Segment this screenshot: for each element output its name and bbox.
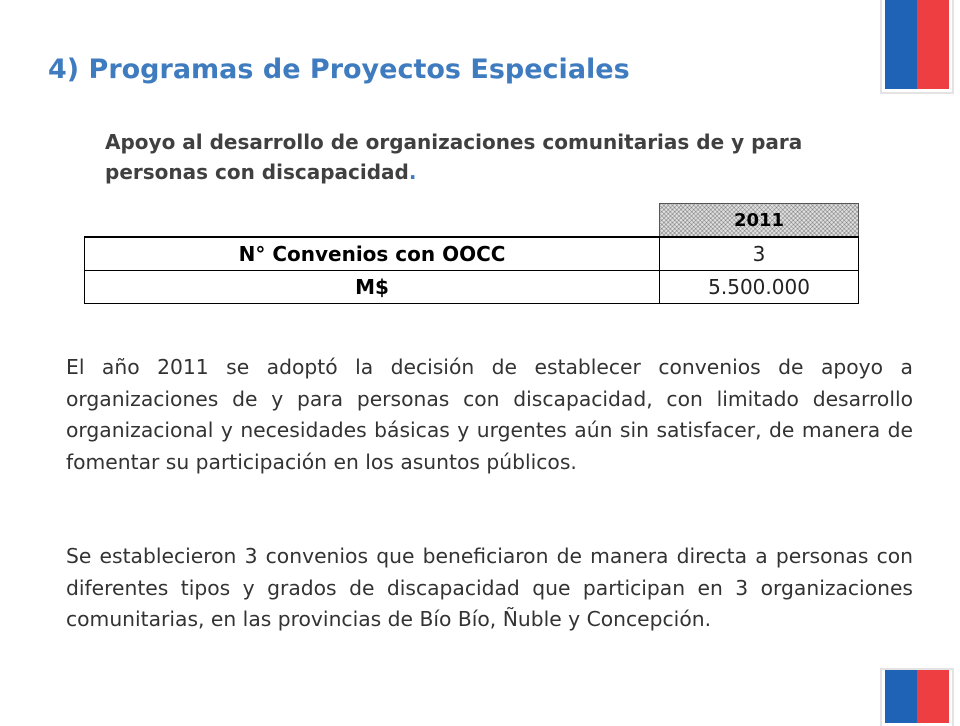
chile-flag-logo-top (882, 0, 952, 92)
subtitle-text: Apoyo al desarrollo de organizaciones comunitarias de y para personas con discapacidad (105, 130, 803, 184)
table-row-value: 3 (660, 237, 859, 271)
slide-subtitle (105, 127, 865, 187)
slide-title: 4) Programas de Proyectos Especiales (48, 54, 630, 85)
body-paragraph-2: Se establecieron 3 convenios que beneficiaron de manera directa a personas con diferentes tipos y grados de discapacidad que participan en 3 organizaciones comunitarias, en las provincias de Bío Bío, Ñuble y Concepción. (66, 544, 913, 631)
table-year-header: 2011 (660, 204, 859, 238)
chile-flag-logo-bottom (882, 670, 952, 726)
convenios-table (84, 203, 859, 304)
table-row-label: N° Convenios con OOCC (85, 237, 660, 271)
table-row (85, 237, 859, 271)
table-row-label: M$ (85, 271, 660, 304)
flag-red-stripe (917, 0, 949, 89)
subtitle-period: . (408, 160, 417, 184)
body-paragraph-1: El año 2011 se adoptó la decisión de establecer convenios de apoyo a organizaciones de y para personas con discapacidad, con limitado desarrollo organizacional y necesidades básicas y urgentes aún sin satisfacer, de manera de fomentar su participación en los asuntos públicos. (66, 355, 913, 474)
table-empty-header-cell (85, 204, 660, 238)
table-header-row (85, 204, 859, 238)
table-row-value: 5.500.000 (660, 271, 859, 304)
flag-blue-stripe (885, 670, 917, 723)
flag-blue-stripe (885, 0, 917, 89)
flag-red-stripe (917, 670, 949, 723)
table-row (85, 271, 859, 304)
